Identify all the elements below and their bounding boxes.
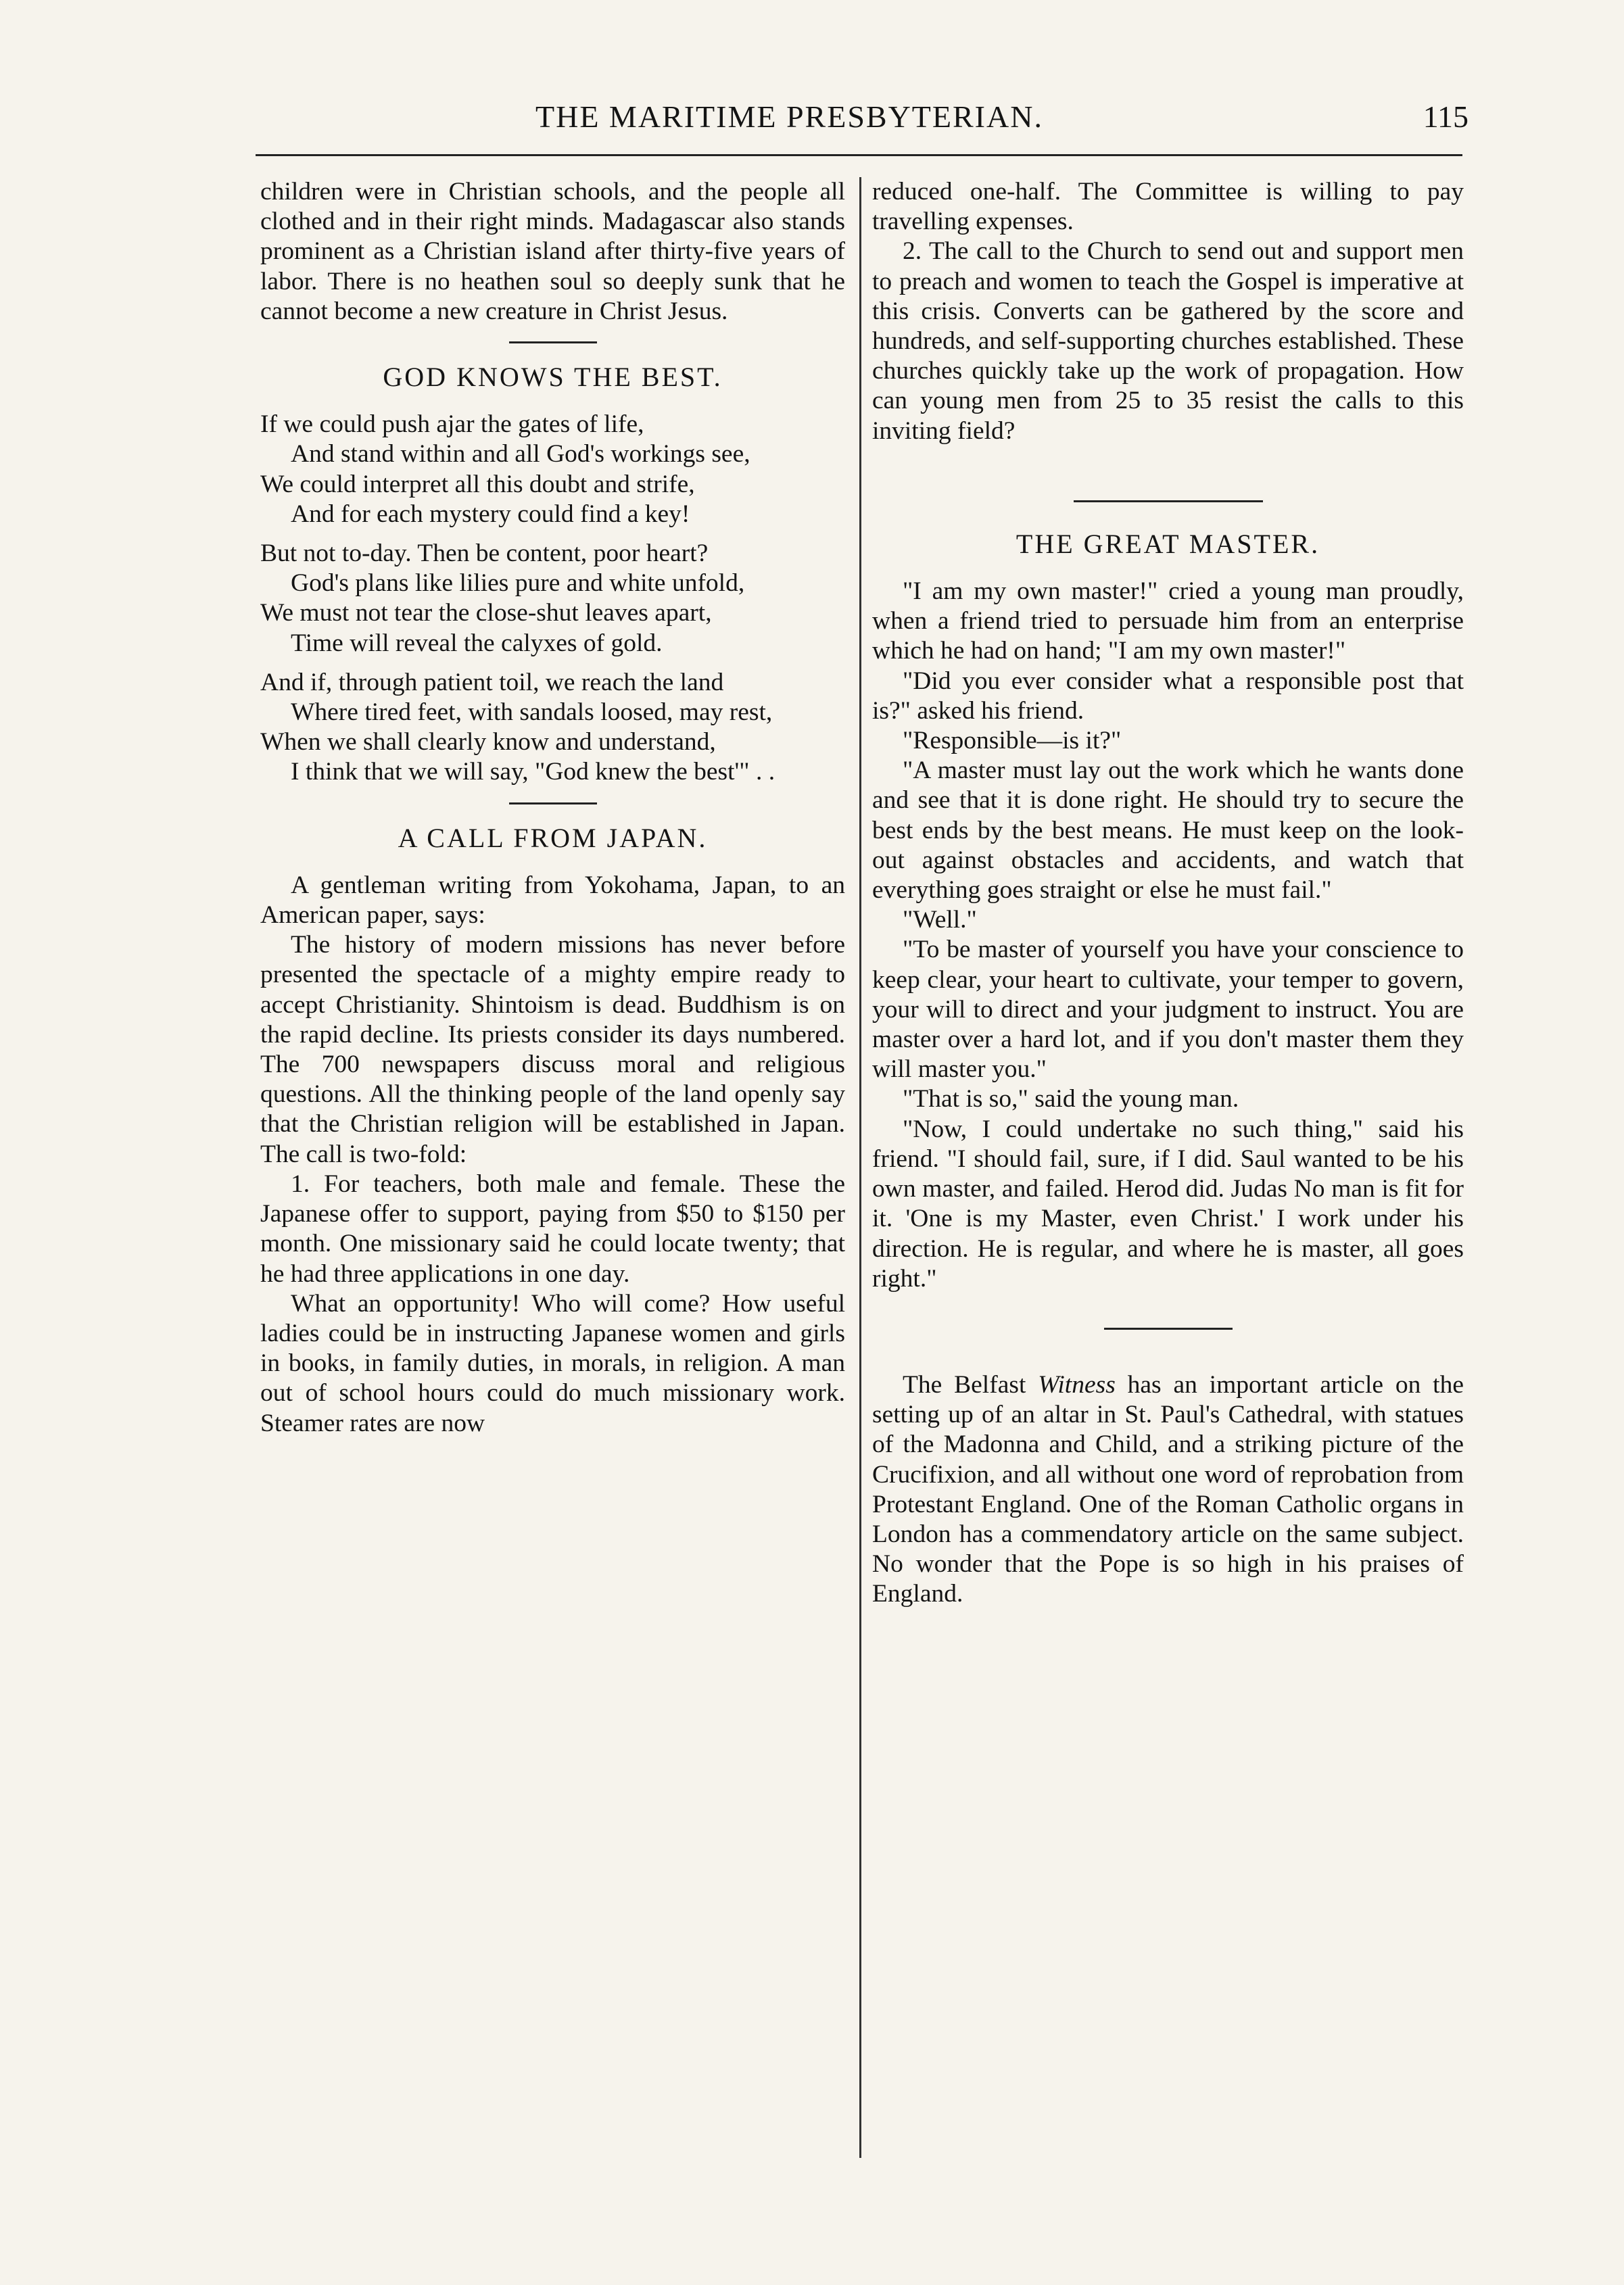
section-rule bbox=[509, 341, 597, 343]
belfast-text-start: The Belfast bbox=[903, 1370, 1038, 1399]
poem-title: GOD KNOWS THE BEST. bbox=[383, 362, 723, 393]
poem-line: And for each mystery could find a key! bbox=[291, 500, 690, 528]
intro-paragraph: children were in Christian schools, and the people all clothed and in their right minds. Madagascar also stands prominent as a Christian island after thirty-five years of labor. There is no heathen soul so deeply sunk that he cannot become a new creature in Christ Jesus. bbox=[260, 178, 845, 325]
section-rule bbox=[1074, 500, 1263, 502]
poem-line: Time will reveal the calyxes of gold. bbox=[291, 629, 663, 657]
section-rule bbox=[509, 802, 597, 804]
article-paragraph: 2. The call to the Church to send out and support men to preach and women to teach the Gospel is imperative at this crisis. Converts can be gathered by the score and hundreds, and self-supporting churches established. These churches quickly take up the work of propagation. How can young men from 25 to 35 resist the calls to this inviting field? bbox=[872, 237, 1464, 445]
poem-line: If we could push ajar the gates of life, bbox=[260, 410, 644, 439]
article-title-master: THE GREAT MASTER. bbox=[1016, 528, 1320, 559]
left-column bbox=[260, 177, 845, 1439]
running-title: THE MARITIME PRESBYTERIAN. bbox=[535, 99, 1043, 134]
belfast-paragraph bbox=[872, 1370, 1464, 1610]
article-paragraph: A gentleman writing from Yokohama, Japan, to an American paper, says: bbox=[260, 871, 845, 930]
article-paragraph: "I am my own master!" cried a young man proudly, when a friend tried to persuade him from an enterprise which he had on hand; "I am my own master!" bbox=[872, 577, 1464, 665]
poem-line: But not to-day. Then be content, poor heart? bbox=[260, 539, 709, 568]
article-paragraph: What an opportunity! Who will come? How useful ladies could be in instructing Japanese women and girls in books, in family duties, in morals, in religion. A man out of school hours could do much missionary work. Steamer rates are now bbox=[260, 1289, 845, 1437]
right-column bbox=[872, 177, 1464, 1610]
poem-stanza bbox=[260, 410, 845, 529]
poem-line: We must not tear the close-shut leaves apart, bbox=[260, 599, 712, 627]
belfast-witness-title: Witness bbox=[1038, 1370, 1116, 1399]
poem bbox=[260, 410, 845, 787]
article-paragraph: "To be master of yourself you have your conscience to keep clear, your heart to cultivate, your temper to govern, your will to direct and your judgment to instruct. You are master over a hard lot, and if you don't master them they will master you." bbox=[872, 936, 1464, 1084]
article-paragraph: "That is so," said the young man. bbox=[903, 1085, 1239, 1113]
article-paragraph: The history of modern missions has never before presented the spectacle of a mighty empire ready to accept Christianity. Shintoism is dead. Buddhism is on the rapid decline. Its priests consider its days numbered. The 700 newspapers discuss moral and religious questions. All the thinking people of the land openly say that the Christian religion will be established in Japan. The call is two-fold: bbox=[260, 931, 845, 1168]
poem-stanza bbox=[260, 539, 845, 658]
poem-line: I think that we will say, "God knew the best'" . . bbox=[291, 758, 775, 786]
poem-line: And stand within and all God's workings see, bbox=[291, 440, 750, 468]
page-header bbox=[252, 87, 1468, 147]
poem-line: When we shall clearly know and understand, bbox=[260, 728, 716, 756]
article-paragraph: "Well." bbox=[903, 906, 977, 934]
column-divider bbox=[859, 177, 861, 2158]
page-number: 115 bbox=[1423, 99, 1468, 134]
article-title-japan: A CALL FROM JAPAN. bbox=[398, 822, 708, 853]
poem-line: And if, through patient toil, we reach the land bbox=[260, 668, 724, 696]
header-rule bbox=[256, 154, 1462, 156]
poem-line: We could interpret all this doubt and strife, bbox=[260, 470, 695, 498]
article-paragraph: "Now, I could undertake no such thing," said his friend. "I should fail, sure, if I did. Saul wanted to be his own master, and failed. Herod did. Judas No man is fit for it. 'One is my Master, even Christ.' I work under his direction. He is regular, and where he is master, all goes right." bbox=[872, 1115, 1464, 1293]
belfast-text-rest: has an important article on the setting up of an altar in St. Paul's Cathedral, with statues of the Madonna and Child, and a striking picture of the Crucifixion, and all without one word of reprobation from Protestant England. One of the Roman Catholic organs in London has a commendatory article on the same subject. No wonder that the Pope is so high in his praises of England. bbox=[872, 1370, 1464, 1608]
article-paragraph: "A master must lay out the work which he wants done and see that it is done right. He should try to secure the best ends by the best means. He must keep on the look-out against obstacles and accidents, and watch that everything goes straight or else he must fail." bbox=[872, 756, 1464, 905]
article-paragraph: "Did you ever consider what a responsible post that is?" asked his friend. bbox=[872, 667, 1464, 725]
poem-line: Where tired feet, with sandals loosed, may rest, bbox=[291, 698, 773, 727]
article-paragraph: reduced one-half. The Committee is willing to pay travelling expenses. bbox=[872, 178, 1464, 236]
poem-stanza bbox=[260, 668, 845, 788]
article-paragraph: 1. For teachers, both male and female. These the Japanese offer to support, paying from $50 to $150 per month. One missionary said he could locate twenty; that he had three applications in one day. bbox=[260, 1170, 845, 1288]
section-rule bbox=[1104, 1328, 1233, 1330]
poem-line: God's plans like lilies pure and white unfold, bbox=[291, 569, 745, 598]
article-paragraph: "Responsible—is it?" bbox=[903, 727, 1122, 755]
